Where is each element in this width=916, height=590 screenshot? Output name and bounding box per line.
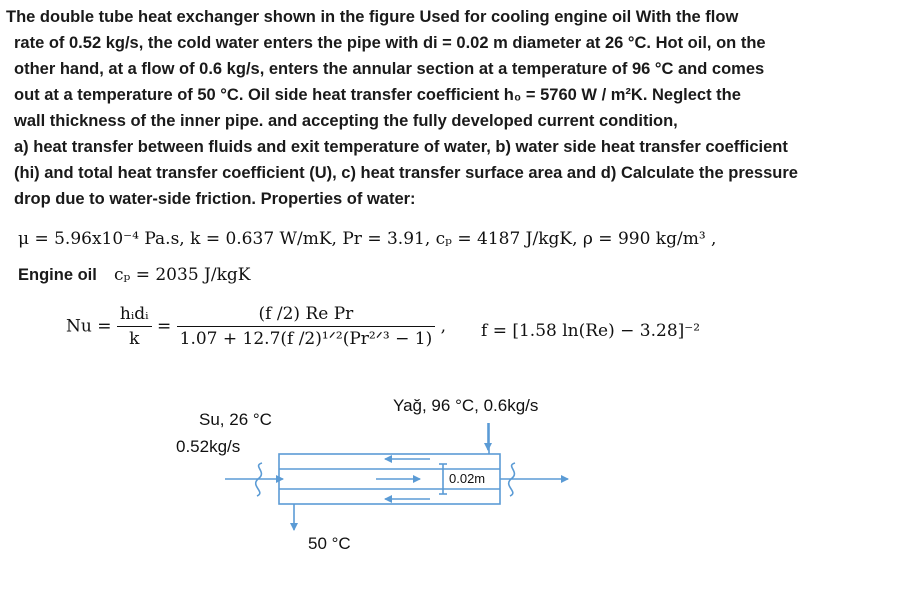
problem-line-4: out at a temperature of 50 °C. Oil side heat transfer coefficient h₀ = 5760 W / m²K. Neglect the bbox=[14, 86, 741, 104]
nusselt-lhs: Nu = bbox=[66, 316, 112, 337]
problem-line-8: drop due to water-side friction. Properties of water: bbox=[14, 190, 416, 208]
water-properties: μ = 5.96x10⁻⁴ Pa.s, k = 0.637 W/mK, Pr = 3.91, cₚ = 4187 J/kgK, ρ = 990 kg/m³ , bbox=[18, 229, 717, 249]
equals-sign: = bbox=[156, 316, 172, 337]
water-inlet-temperature-label: Su, 26 °C bbox=[199, 410, 272, 429]
oil-inlet-label: Yağ, 96 °C, 0.6kg/s bbox=[393, 396, 539, 415]
problem-line-6: a) heat transfer between fluids and exit temperature of water, b) water side heat transfer coefficient bbox=[14, 138, 788, 156]
equation-comma: , bbox=[440, 316, 447, 337]
gnielinski-numerator: (f /2) Re Pr bbox=[177, 304, 436, 327]
problem-line-7: (hi) and total heat transfer coefficient (U), c) heat transfer surface area and d) Calculate the pressure bbox=[14, 164, 798, 182]
problem-line-3: other hand, at a flow of 0.6 kg/s, enters the annular section at a temperature of 96 °C and comes bbox=[14, 60, 765, 78]
water-inlet-flow-label: 0.52kg/s bbox=[176, 437, 241, 456]
friction-factor-equation: f = [1.58 ln(Re) − 3.28]⁻² bbox=[481, 321, 701, 341]
inner-diameter-label: 0.02m bbox=[449, 471, 486, 486]
problem-line-1: The double tube heat exchanger shown in the figure Used for cooling engine oil With the flow bbox=[6, 8, 739, 26]
engine-oil-properties: cₚ = 2035 J/kgK bbox=[114, 265, 251, 285]
oil-outlet-temperature-label: 50 °C bbox=[308, 534, 351, 553]
nusselt-fraction-denominator: k bbox=[129, 329, 140, 349]
engine-oil-label: Engine oil bbox=[18, 266, 97, 284]
problem-line-5: wall thickness of the inner pipe. and accepting the fully developed current condition, bbox=[14, 112, 678, 130]
nusselt-fraction-numerator: hᵢdᵢ bbox=[117, 304, 152, 327]
problem-line-2: rate of 0.52 kg/s, the cold water enters the pipe with di = 0.02 m diameter at 26 °C. Hot oil, on the bbox=[14, 34, 766, 52]
gnielinski-denominator: 1.07 + 12.7(f /2)¹ᐟ²(Pr²ᐟ³ − 1) bbox=[179, 329, 433, 349]
